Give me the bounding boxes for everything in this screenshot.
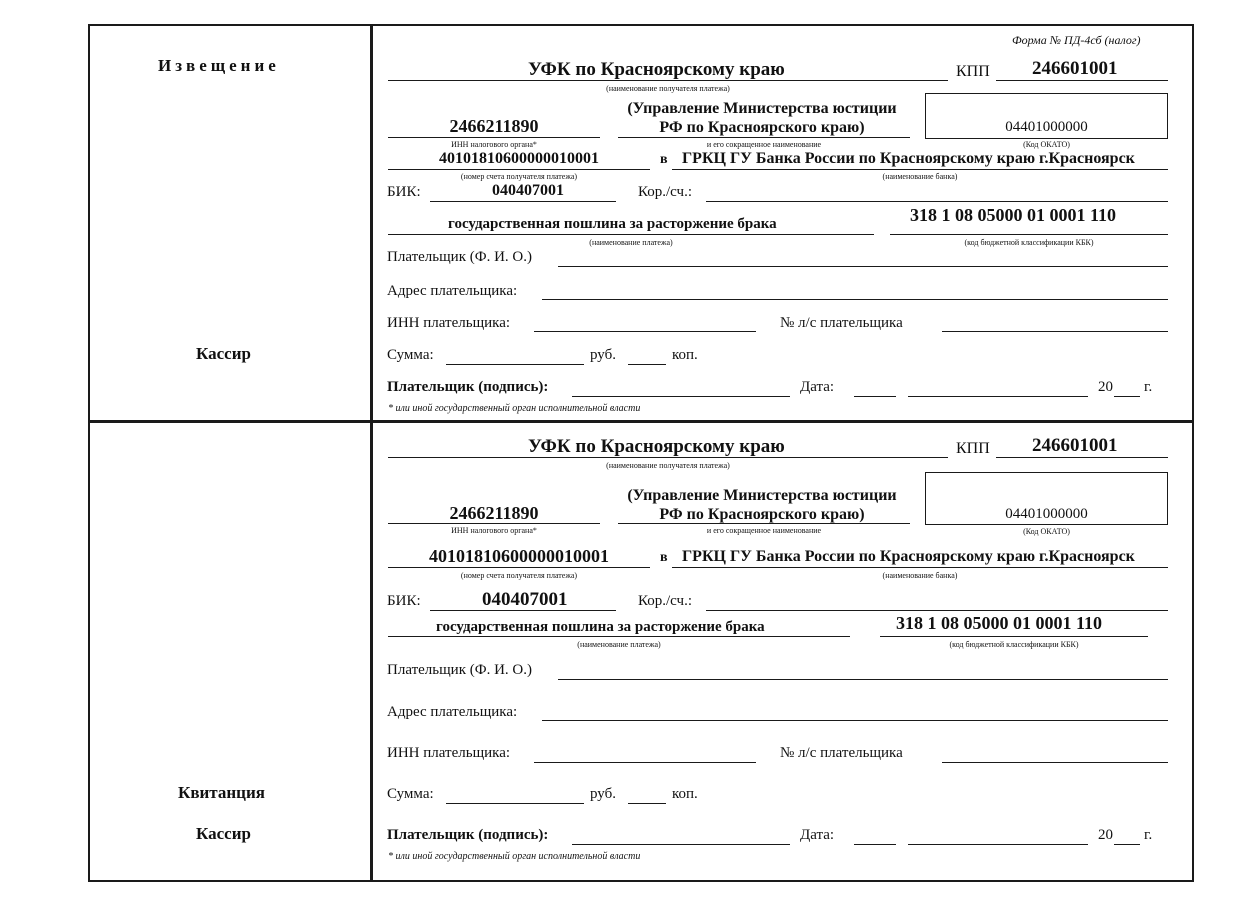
payer-label: Плательщик (Ф. И. О.) <box>387 249 532 265</box>
column-divider <box>370 24 373 882</box>
account-ls-label: № л/с плательщика <box>780 315 903 331</box>
bik-label: БИК: <box>387 184 421 200</box>
inn-line <box>388 523 600 524</box>
kpp-value: 246601001 <box>1032 58 1118 79</box>
kpp-label: КПП <box>956 440 990 457</box>
bik-line <box>430 201 616 202</box>
inn-line <box>388 137 600 138</box>
bank-line <box>672 169 1168 170</box>
kbk-caption: (код бюджетной классификации КБК) <box>964 238 1094 247</box>
account-ls-label: № л/с плательщика <box>780 745 903 761</box>
address-field[interactable] <box>542 299 1168 300</box>
notice-cashier: Кассир <box>196 344 251 363</box>
kpp-label: КПП <box>956 63 990 80</box>
kor-line <box>706 201 1168 202</box>
year-suffix: г. <box>1144 379 1153 395</box>
bik-label: БИК: <box>387 593 421 609</box>
payer-inn-field[interactable] <box>534 331 756 332</box>
account-ls-field[interactable] <box>942 762 1168 763</box>
year-suffix: г. <box>1144 827 1153 843</box>
signature-field[interactable] <box>572 844 790 845</box>
year-prefix: 20 <box>1098 827 1113 843</box>
account-ls-field[interactable] <box>942 331 1168 332</box>
notice-title: Извещение <box>158 56 280 75</box>
kor-label: Кор./сч.: <box>638 184 692 200</box>
year-prefix: 20 <box>1098 379 1113 395</box>
payment-line <box>388 234 874 235</box>
short-name-line <box>618 523 910 524</box>
address-field[interactable] <box>542 720 1168 721</box>
kop-label: коп. <box>672 786 698 802</box>
sum-kop-field[interactable] <box>628 364 666 365</box>
bik-line <box>430 610 616 611</box>
date-day-field[interactable] <box>854 844 896 845</box>
footnote: * или иной государственный орган исполнительной власти <box>388 403 641 414</box>
tax-inn: 2466211890 <box>449 503 539 523</box>
short-name-line <box>618 137 910 138</box>
payer-field[interactable] <box>558 266 1168 267</box>
kbk-line <box>890 234 1168 235</box>
account-caption: (номер счета получателя платежа) <box>460 172 578 181</box>
payment-caption: (наименование платежа) <box>577 640 661 649</box>
short-name-line2: РФ по Красноярского краю) <box>659 119 865 136</box>
kpp-value: 246601001 <box>1032 435 1118 456</box>
date-label: Дата: <box>800 379 835 395</box>
recipient-line <box>388 457 948 458</box>
sum-kop-field[interactable] <box>628 803 666 804</box>
kbk-caption: (код бюджетной классификации КБК) <box>949 640 1079 649</box>
year-field[interactable] <box>1114 396 1140 397</box>
date-day-field[interactable] <box>854 396 896 397</box>
account-number: 40101810600000010001 <box>439 150 599 167</box>
account-line <box>388 169 650 170</box>
inn-caption: ИНН налогового органа* <box>451 140 537 149</box>
kbk-value: 318 1 08 05000 01 0001 110 <box>910 205 1117 225</box>
signature-label: Плательщик (подпись): <box>387 827 549 843</box>
footnote: * или иной государственный орган исполнительной власти <box>388 851 641 862</box>
recipient-caption: (наименование получателя платежа) <box>606 84 730 93</box>
receipt-cashier: Кассир <box>196 824 251 843</box>
tax-inn: 2466211890 <box>449 116 539 136</box>
bik-value: 040407001 <box>482 589 568 610</box>
okato-caption: (Код ОКАТО) <box>1023 140 1070 149</box>
okato-value: 04401000000 <box>1005 506 1088 522</box>
payment-name: государственная пошлина за расторжение брака <box>448 216 777 232</box>
address-label: Адрес плательщика: <box>387 283 518 299</box>
signature-label: Плательщик (подпись): <box>387 379 549 395</box>
bank-caption: (наименование банка) <box>882 172 958 181</box>
okato-value: 04401000000 <box>1005 119 1088 135</box>
date-month-field[interactable] <box>908 396 1088 397</box>
sum-rub-field[interactable] <box>446 364 584 365</box>
sum-label: Сумма: <box>387 347 434 363</box>
payer-inn-label: ИНН плательщика: <box>387 745 511 761</box>
rub-label: руб. <box>590 786 616 802</box>
recipient-name: УФК по Красноярскому краю <box>528 436 785 457</box>
section-divider <box>88 420 1194 423</box>
kor-line <box>706 610 1168 611</box>
in-label: в <box>660 152 668 167</box>
bik-value: 040407001 <box>492 182 564 199</box>
recipient-name: УФК по Красноярскому краю <box>528 59 785 80</box>
recipient-caption: (наименование получателя платежа) <box>606 461 730 470</box>
bank-name: ГРКЦ ГУ Банка России по Красноярскому краю г.Красноярск <box>682 150 1135 167</box>
kor-label: Кор./сч.: <box>638 593 692 609</box>
rub-label: руб. <box>590 347 616 363</box>
okato-caption: (Код ОКАТО) <box>1023 527 1070 536</box>
payer-inn-field[interactable] <box>534 762 756 763</box>
kop-label: коп. <box>672 347 698 363</box>
bank-name: ГРКЦ ГУ Банка России по Красноярскому краю г.Красноярск <box>682 548 1135 565</box>
date-month-field[interactable] <box>908 844 1088 845</box>
payment-caption: (наименование платежа) <box>589 238 673 247</box>
kpp-line <box>996 80 1168 81</box>
short-name-line1: (Управление Министерства юстиции <box>627 487 897 504</box>
year-field[interactable] <box>1114 844 1140 845</box>
receipt-title: Квитанция <box>178 783 265 802</box>
kpp-line <box>996 457 1168 458</box>
bank-caption: (наименование банка) <box>882 571 958 580</box>
date-label: Дата: <box>800 827 835 843</box>
kbk-value: 318 1 08 05000 01 0001 110 <box>896 613 1103 633</box>
short-name-line2: РФ по Красноярского краю) <box>659 506 865 523</box>
short-name-caption: и его сокращенное наименование <box>706 140 822 149</box>
kbk-line <box>880 636 1148 637</box>
signature-field[interactable] <box>572 396 790 397</box>
account-line <box>388 567 650 568</box>
account-caption: (номер счета получателя платежа) <box>460 571 578 580</box>
address-label: Адрес плательщика: <box>387 704 518 720</box>
payment-name: государственная пошлина за расторжение брака <box>436 619 765 635</box>
in-label: в <box>660 550 668 565</box>
sum-rub-field[interactable] <box>446 803 584 804</box>
payer-inn-label: ИНН плательщика: <box>387 315 511 331</box>
payment-line <box>388 636 850 637</box>
account-number: 40101810600000010001 <box>429 546 609 566</box>
form-number: Форма № ПД-4сб (налог) <box>1012 33 1141 47</box>
sum-label: Сумма: <box>387 786 434 802</box>
recipient-line <box>388 80 948 81</box>
short-name-caption: и его сокращенное наименование <box>706 526 822 535</box>
payer-label: Плательщик (Ф. И. О.) <box>387 662 532 678</box>
bank-line <box>672 567 1168 568</box>
payer-field[interactable] <box>558 679 1168 680</box>
short-name-line1: (Управление Министерства юстиции <box>627 100 897 117</box>
inn-caption: ИНН налогового органа* <box>451 526 537 535</box>
